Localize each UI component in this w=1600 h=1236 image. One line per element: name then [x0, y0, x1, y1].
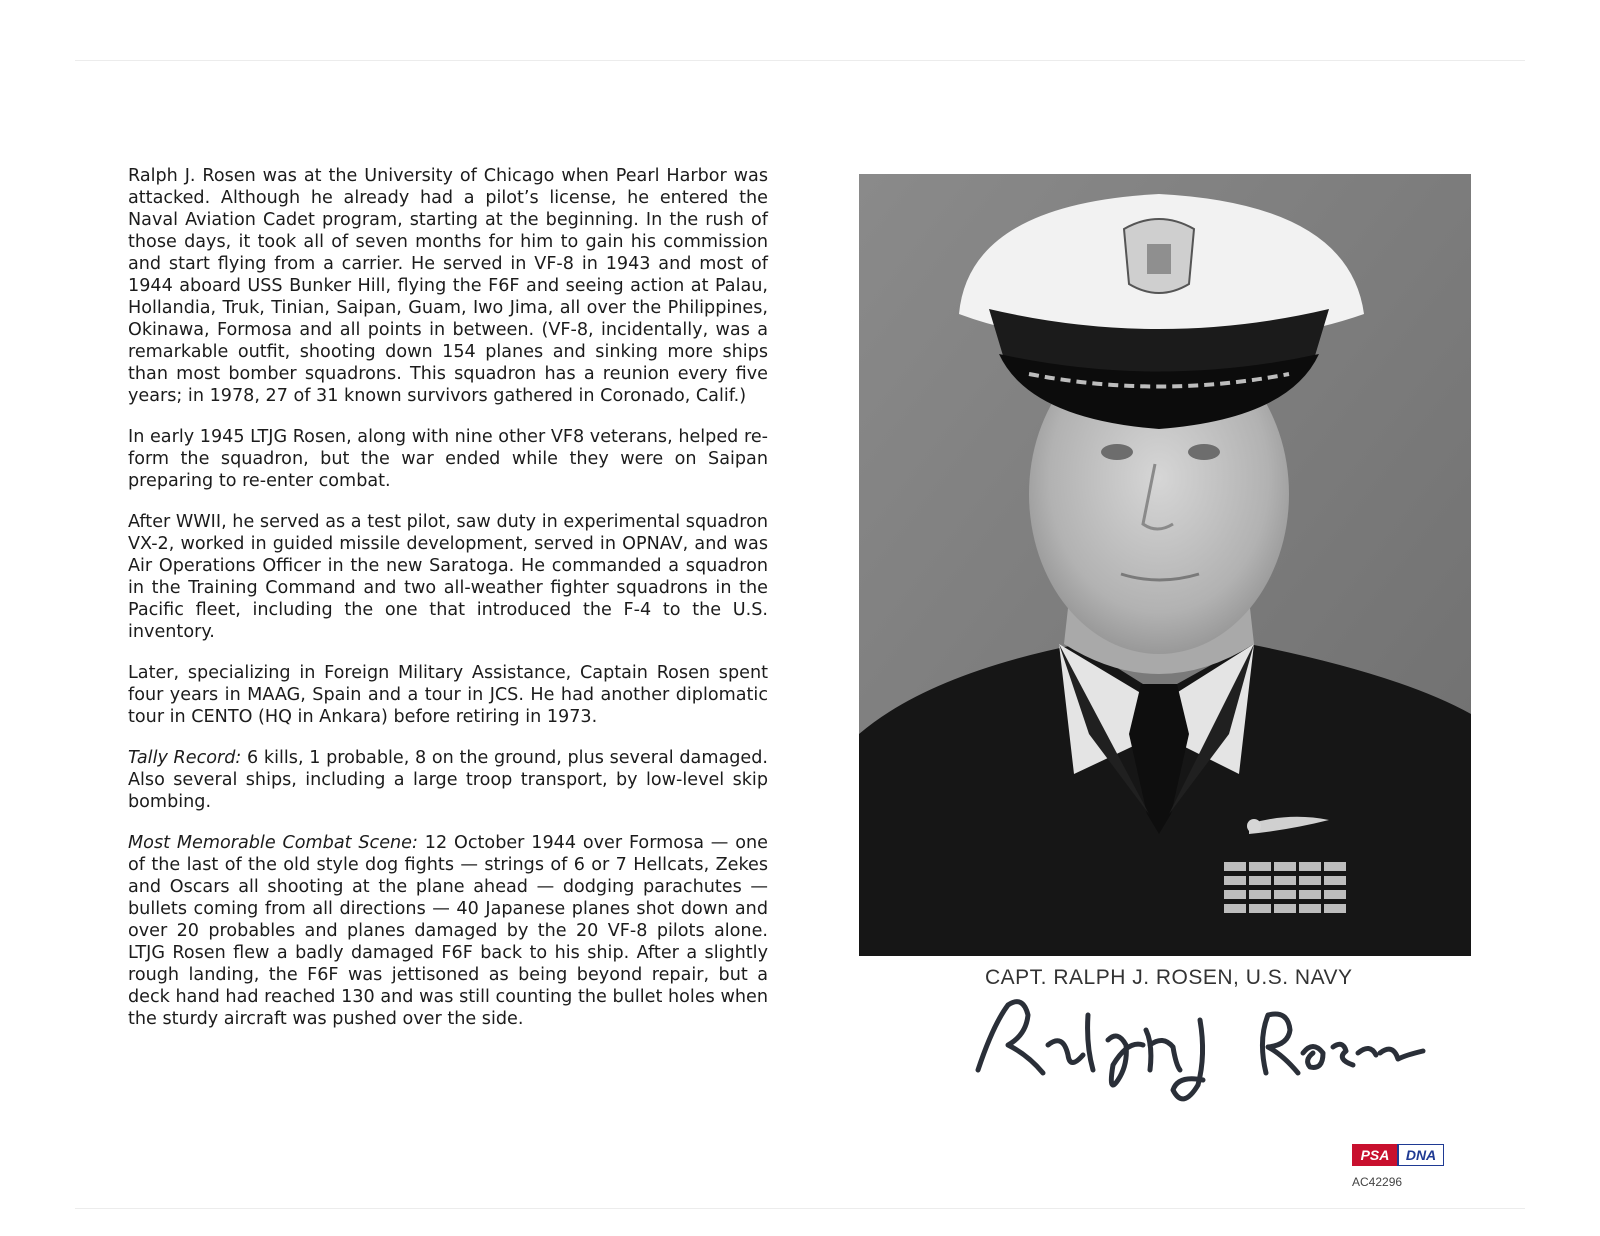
top-divider — [75, 60, 1525, 61]
tally-record-label: Tally Record: — [128, 748, 242, 768]
tally-record-text: 6 kills, 1 probable, 8 on the ground, plus several damaged. Also several ships, including a large troop transport, by low-level skip bombing. — [128, 748, 768, 812]
bio-paragraph-combat — [128, 832, 768, 1030]
certificate-id: AC42296 — [1352, 1175, 1403, 1189]
bottom-divider — [75, 1208, 1525, 1209]
autograph-signature — [968, 985, 1468, 1115]
combat-scene-text: 12 October 1944 over Formosa — one of the last of the old style dog fights — strings of 6 or 7 Hellcats, Zekes and Oscars all shooting at the plane ahead — dodging parachutes — bullets coming from all directions — 40 Japanese planes shot down and over 20 probables and planes damaged by the 20 VF-8 pilots alone. LTJG Rosen flew a badly damaged F6F back to his ship. After a slightly rough landing, the F6F was jettisoned as being beyond repair, but a deck hand had reached 130 and was still counting the bullet holes when the sturdy aircraft was pushed over the side. — [128, 833, 768, 1029]
svg-text:PSA: PSA — [1360, 1147, 1390, 1163]
bio-paragraph-2: In early 1945 LTJG Rosen, along with nine other VF8 veterans, helped re-form the squadron, but the war ended while they were on Saipan preparing to re-enter combat. — [128, 427, 768, 491]
portrait-photo — [859, 174, 1471, 956]
psa-dna-logo — [1352, 1144, 1444, 1166]
combat-scene-label: Most Memorable Combat Scene: — [128, 833, 418, 853]
biography-text — [128, 165, 768, 1030]
portrait-caption: CAPT. RALPH J. ROSEN, U.S. NAVY — [985, 966, 1353, 989]
bio-paragraph-4: Later, specializing in Foreign Military Assistance, Captain Rosen spent four years in MAAG, Spain and a tour in JCS. He had another diplomatic tour in CENTO (HQ in Ankara) before retiring in 1973. — [128, 663, 768, 727]
bio-paragraph-3: After WWII, he served as a test pilot, saw duty in experimental squadron VX-2, worked in guided missile development, served in OPNAV, and was Air Operations Officer in the new Saratoga. He commanded a squadron in the Training Command and two all-weather fighter squadrons in the Pacific fleet, including the one that introduced the F-4 to the U.S. inventory. — [128, 512, 768, 642]
bio-paragraph-tally — [128, 747, 768, 813]
bio-paragraph-1: Ralph J. Rosen was at the University of Chicago when Pearl Harbor was attacked. Although he already had a pilot’s license, he entered the Naval Aviation Cadet program, starting at the beginning. In the rush of those days, it took all of seven months for him to gain his commission and start flying from a carrier. He served in VF-8 in 1943 and most of 1944 aboard USS Bunker Hill, flying the F6F and seeing action at Palau, Hollandia, Truk, Tinian, Saipan, Guam, Iwo Jima, all over the Philippines, Okinawa, Formosa and all points in between. (VF-8, incidentally, was a remarkable outfit, shooting down 154 planes and sinking more ships than most bomber squadrons. This squadron has a reunion every five years; in 1978, 27 of 31 known survivors gathered in Coronado, Calif.) — [128, 166, 768, 406]
svg-text:DNA: DNA — [1405, 1147, 1437, 1163]
